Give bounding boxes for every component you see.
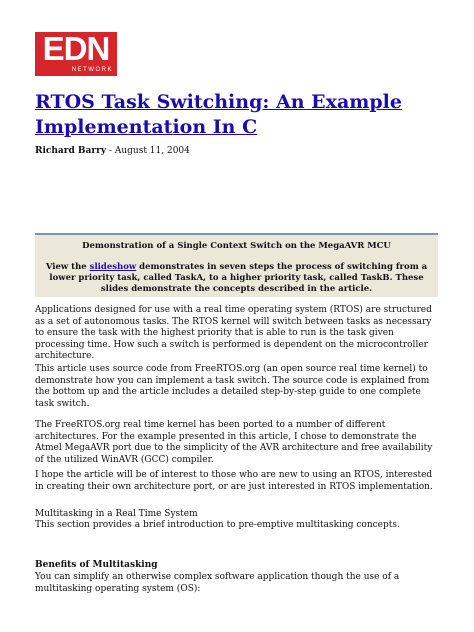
callout-pre-link: View the bbox=[45, 262, 90, 272]
author-name: Richard Barry bbox=[35, 146, 107, 156]
byline-separator: - bbox=[106, 146, 115, 156]
port-paragraph: The FreeRTOS.org real time kernel has been ported to a number of different architectures. For the example presented in this article, I chose to demonstrate the Atmel MegaAVR port due to the simplicity of the AVR architecture and free availability of the utilized WinAVR (GCC) compiler. bbox=[35, 420, 433, 465]
slideshow-callout bbox=[35, 233, 438, 297]
article-title[interactable]: RTOS Task Switching: An Example Implementation In C bbox=[35, 91, 402, 138]
callout-heading: Demonstration of a Single Context Switch on the MegaAVR MCU bbox=[82, 241, 391, 251]
publish-date: August 11, 2004 bbox=[114, 146, 190, 156]
byline bbox=[35, 145, 190, 157]
callout-post-link: demonstrates in seven steps the process of switching from a lower priority task, called TaskA, to a higher priority task, called TaskB. These slides demonstrate the concepts described in the article. bbox=[49, 262, 428, 294]
edn-logo[interactable] bbox=[35, 32, 117, 76]
slideshow-link[interactable]: slideshow bbox=[89, 262, 137, 272]
section-benefits-title: Benefits of Multitasking bbox=[35, 560, 158, 570]
intro-paragraph: Applications designed for use with a real time operating system (RTOS) are structured as a set of autonomous tasks. The RTOS kernel will switch between tasks as necessary to ensure the task with the highest priority that is able to run is the task given processing time. How such a switch is performed is dependent on the microcontroller architecture. bbox=[35, 305, 432, 361]
section-multitasking-text: This section provides a brief introduction to pre-emptive multitasking concepts. bbox=[35, 520, 400, 530]
section-benefits-text: You can simplify an otherwise complex software application though the use of a multitasking operating system (OS): bbox=[35, 572, 400, 594]
logo-wordmark: EDN bbox=[42, 30, 110, 67]
logo-subtitle: NETWORK bbox=[71, 67, 113, 73]
source-paragraph: This article uses source code from FreeRTOS.org (an open source real time kernel) to demonstrate how you can implement a task switch. The source code is explained from the bottom up and the article includes a detailed step-by-step guide to one complete task switch. bbox=[35, 364, 430, 409]
audience-paragraph: I hope the article will be of interest to those who are new to using an RTOS, interested in creating their own architecture port, or are just interested in RTOS implementation. bbox=[35, 470, 433, 492]
callout-body bbox=[43, 262, 430, 295]
section-multitasking-title: Multitasking in a Real Time System bbox=[35, 509, 198, 519]
